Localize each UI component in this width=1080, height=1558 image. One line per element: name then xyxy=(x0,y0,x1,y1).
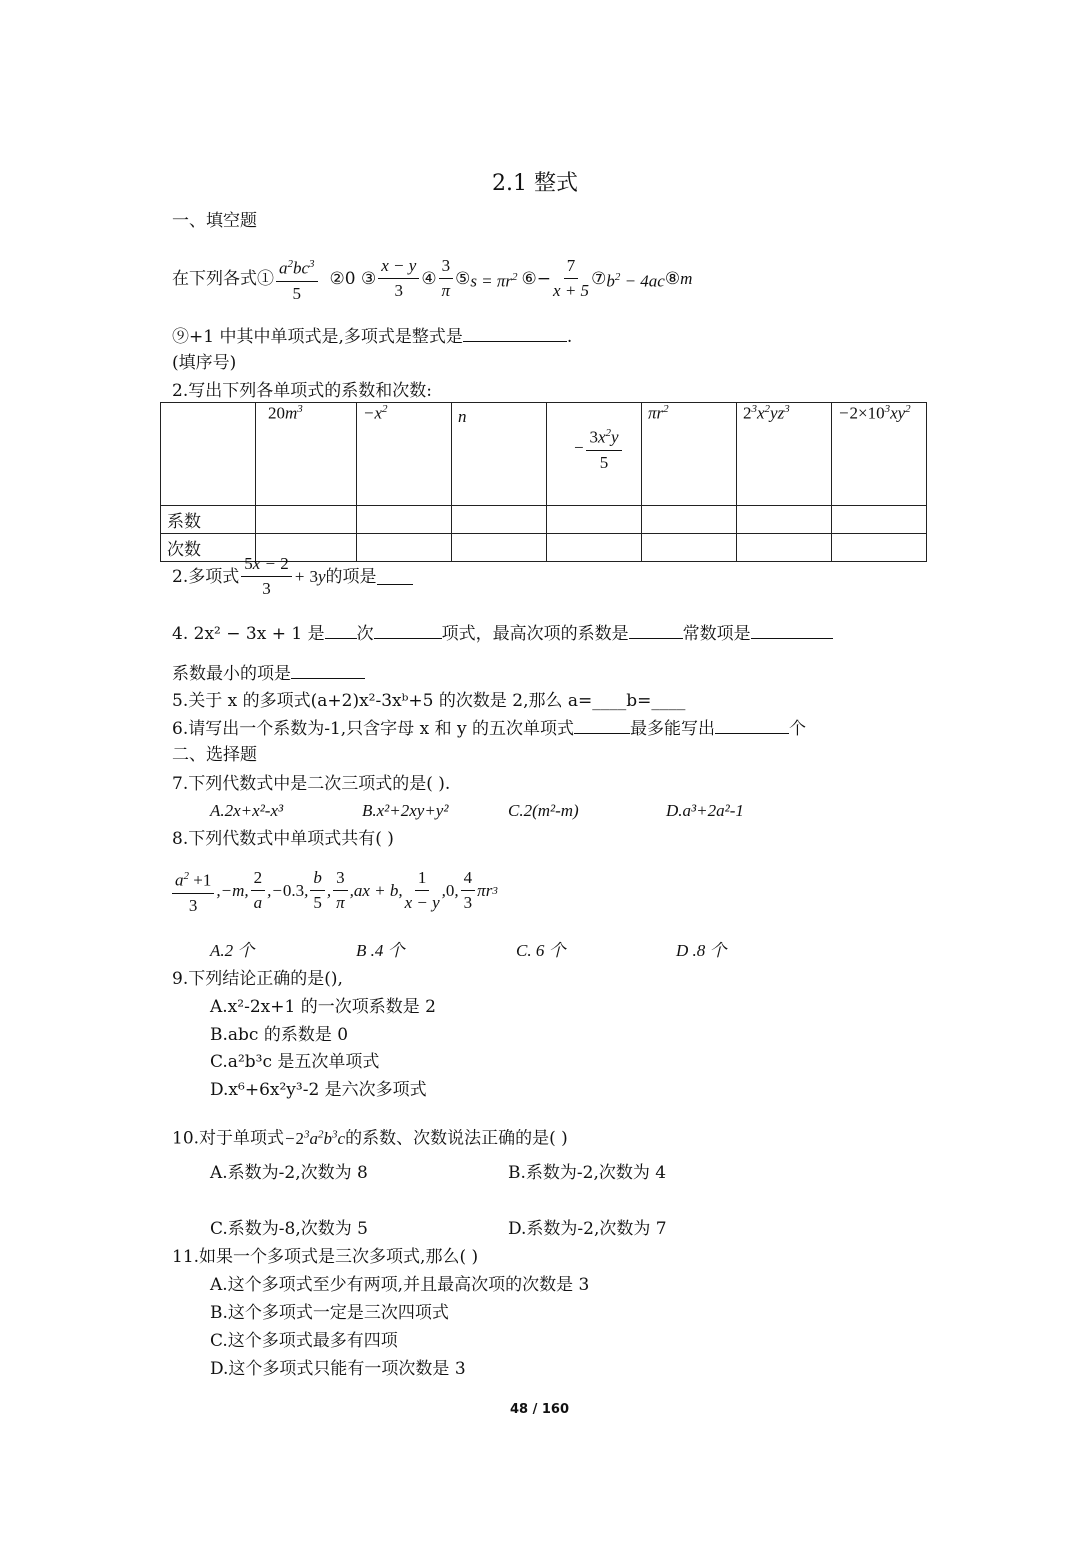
q4-part3: 项式，最高次项的系数是 xyxy=(441,624,629,644)
cell-input[interactable] xyxy=(642,506,737,534)
q8-stem: 8.下列代数式中单项式共有( ) xyxy=(172,829,394,849)
q3-line: 2.多项式 $\frac{5x - 2}{3}$ + 3y 的项是 xyxy=(172,552,413,601)
q7-option-c[interactable]: C.2(m²-m) xyxy=(508,801,579,820)
cell-input[interactable] xyxy=(642,534,737,562)
q10-option-d[interactable]: D.系数为-2,次数为 7 xyxy=(508,1219,667,1239)
q11-stem: 11.如果一个多项式是三次多项式,那么( ) xyxy=(172,1247,479,1267)
q10-suffix: 的系数、次数说法正确的是( ) xyxy=(345,1128,568,1149)
monomial-neg-3x2y-over-5: − $\frac{3x^2y}{5}$ xyxy=(547,403,642,506)
q3-suffix: 的项是 xyxy=(325,566,377,587)
table-row xyxy=(161,506,927,534)
q6-line xyxy=(172,717,806,740)
q9-option-b[interactable]: B.abc 的系数是 0 xyxy=(210,1025,349,1045)
q11-option-d[interactable]: D.这个多项式只能有一项次数是 3 xyxy=(210,1359,466,1379)
cell-input[interactable] xyxy=(256,506,357,534)
q4-line2-text: 系数最小的项是 xyxy=(172,664,291,684)
q9-option-d[interactable]: D.x⁶+6x²y³-2 是六次多项式 xyxy=(210,1080,427,1100)
q9-option-a[interactable]: A.x²-2x+1 的一次项系数是 2 xyxy=(210,997,436,1017)
q7-stem: 7.下列代数式中是二次三项式的是( ). xyxy=(172,774,451,794)
row-label-degree: 次数 xyxy=(161,534,256,562)
q3-prefix: 2.多项式 xyxy=(172,566,240,587)
q1-expression-line: 在下列各式① $\frac{a^2bc^3}{5}$ ②0 ③ $\frac{x - y}{3}$ ④ $\frac{3}{\pi}$ ⑤ $s = \pi r^2$ ⑥− $\frac{7}{x + 5}$ ⑦ $b^2 - 4ac$ ⑧ m xyxy=(172,252,692,306)
q9-option-c[interactable]: C.a²b³c 是五次单项式 xyxy=(210,1052,380,1072)
fraction-a2bc3-over-5: $\frac{a^2bc^3}{5}$ xyxy=(276,252,318,306)
q1-line3: (填序号) xyxy=(172,353,237,373)
q10-option-b[interactable]: B.系数为-2,次数为 4 xyxy=(508,1163,667,1183)
q1-answer-blank[interactable] xyxy=(463,325,567,342)
page-title: 2.1 整式 xyxy=(492,171,578,196)
q6-blank-monomial[interactable] xyxy=(574,717,630,734)
monomial-20m3: $20m^3$ xyxy=(256,403,357,506)
q8-option-a[interactable]: A.2 个 xyxy=(210,941,255,960)
q2-table xyxy=(160,402,927,562)
q1-line2: ⑨+1 中其中单项式是,多项式是整式是 . xyxy=(172,327,573,347)
q5-line: 5.关于 x 的多项式(a+2)x²-3xᵇ+5 的次数是 2,那么 a=____b=____ xyxy=(172,691,686,711)
q4-line2 xyxy=(172,662,365,685)
fraction-x-minus-y-over-3: $\frac{x - y}{3}$ xyxy=(378,254,419,303)
q1-line2-text: ⑨+1 中其中单项式是,多项式是整式是 xyxy=(172,327,463,347)
q4-blank-coefficient[interactable] xyxy=(629,622,683,639)
fraction-3-over-pi: $\frac{3}{\pi}$ xyxy=(439,254,454,303)
q4-part2: 次 xyxy=(356,624,374,644)
q8-option-d[interactable]: D .8 个 xyxy=(676,941,727,960)
fraction-5x-minus-2-over-3: $\frac{5x - 2}{3}$ xyxy=(241,552,292,601)
cell-input[interactable] xyxy=(547,534,642,562)
q7-option-a[interactable]: A.2x+x²-x³ xyxy=(210,801,284,820)
monomial-neg-x2: $-x^2$ xyxy=(357,403,452,506)
q4-blank-terms[interactable] xyxy=(374,622,442,639)
cell-input[interactable] xyxy=(452,506,547,534)
cell-input[interactable] xyxy=(832,506,927,534)
q4-blank-degree[interactable] xyxy=(325,622,357,639)
q11-option-a[interactable]: A.这个多项式至少有两项,并且最高次项的次数是 3 xyxy=(210,1275,590,1295)
q10-option-a[interactable]: A.系数为-2,次数为 8 xyxy=(210,1163,368,1183)
q10-stem xyxy=(172,1123,568,1150)
q8-expression-list: $\frac{a^2 +1}{3}$ ,−m, $\frac{2}{a}$ ,− 0.3 , $\frac{b}{5}$ , $\frac{3}{\pi}$ ,ax + b, $\frac{1}{x - y}$ , 0 , $\frac{4}{3}$ πr 3 xyxy=(170,864,498,918)
cell-input[interactable] xyxy=(357,506,452,534)
cell-input[interactable] xyxy=(452,534,547,562)
q4-line1 xyxy=(172,622,833,645)
q6-part2: 最多能写出 xyxy=(630,719,715,739)
q6-part3: 个 xyxy=(789,719,806,739)
cell-input[interactable] xyxy=(547,506,642,534)
q8-option-b[interactable]: B .4 个 xyxy=(356,941,405,960)
q2-stem: 2.写出下列各单项式的系数和次数: xyxy=(172,381,432,401)
row-label-coefficient: 系数 xyxy=(161,506,256,534)
q4-blank-smallest[interactable] xyxy=(291,662,365,679)
monomial-neg-2e3-xy2: $-2\times 10^3xy^2$ xyxy=(832,403,927,506)
q3-answer-blank[interactable] xyxy=(377,568,413,585)
q7-option-d[interactable]: D.a³+2a²-1 xyxy=(666,801,744,820)
q10-prefix: 10.对于单项式 xyxy=(172,1128,285,1149)
monomial-n: n xyxy=(452,403,547,506)
cell-input[interactable] xyxy=(737,534,832,562)
q7-option-b[interactable]: B.x²+2xy+y² xyxy=(362,801,449,820)
q6-part1: 6.请写出一个系数为-1,只含字母 x 和 y 的五次单项式 xyxy=(172,719,574,739)
monomial-2-3-x2yz3: $2^3x^2yz^3$ xyxy=(737,403,832,506)
section-choice-heading: 二、选择题 xyxy=(172,745,257,765)
cell-input[interactable] xyxy=(832,534,927,562)
q10-monomial: $-2^3a^2b^3c$ xyxy=(284,1128,346,1148)
q1-prefix: 在下列各式① xyxy=(172,268,274,289)
cell-input[interactable] xyxy=(737,506,832,534)
q6-blank-count[interactable] xyxy=(715,717,789,734)
q4-part4: 常数项是 xyxy=(682,624,751,644)
q8-option-c[interactable]: C. 6 个 xyxy=(516,941,566,960)
q11-option-b[interactable]: B.这个多项式一定是三次四项式 xyxy=(210,1303,449,1323)
q10-option-c[interactable]: C.系数为-8,次数为 5 xyxy=(210,1219,368,1239)
table-header-row xyxy=(161,403,927,506)
q9-stem: 9.下列结论正确的是(), xyxy=(172,969,343,989)
q11-option-c[interactable]: C.这个多项式最多有四项 xyxy=(210,1331,398,1351)
monomial-pi-r2: $\pi r^2$ xyxy=(642,403,737,506)
page-number: 48 / 160 xyxy=(510,1402,570,1417)
q4-part1: 4. 2x² − 3x + 1 是 xyxy=(172,624,325,644)
fraction-7-over-x-plus-5: $\frac{7}{x + 5}$ xyxy=(553,256,590,301)
q4-blank-constant[interactable] xyxy=(751,622,833,639)
section-fill-blank-heading: 一、填空题 xyxy=(172,211,257,231)
